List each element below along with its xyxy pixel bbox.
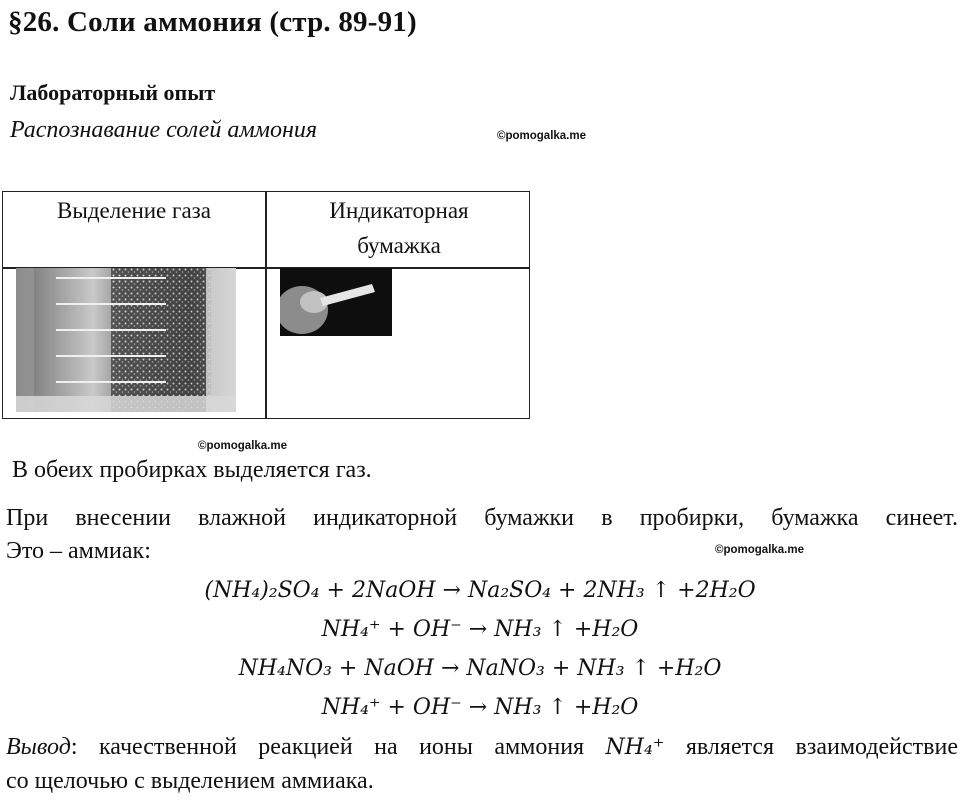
section-heading: Лабораторный опыт: [10, 80, 216, 105]
equation-1: (NH₄)₂SO₄ + 2NaOH → Na₂SO₄ + 2NH₃ ↑ +2H₂O: [204, 578, 756, 603]
conclusion-text-b: является взаимодействие: [664, 734, 958, 760]
conclusion: [6, 734, 958, 761]
watermark: ©pomogalka.me: [198, 440, 287, 452]
ammonia-text: Это – аммиак:: [6, 538, 151, 564]
section-subtitle: Распознавание солей аммония: [10, 117, 318, 143]
test-tube-photo: [16, 268, 236, 412]
ammonium-ion: NH₄⁺: [605, 735, 665, 760]
conclusion-label: Вывод: [6, 734, 71, 760]
observation-text: В обеих пробирках выделяется газ.: [12, 457, 372, 483]
table-divider: [265, 191, 267, 419]
equation-3: NH₄NO₃ + NaOH → NaNO₃ + NH₃ ↑ +H₂O: [238, 656, 722, 681]
indicator-paper-photo: [280, 268, 392, 336]
conclusion-text-a: : качественной реакцией на ионы аммония: [70, 734, 606, 760]
watermark: ©pomogalka.me: [715, 544, 804, 556]
conclusion-line2: со щелочью с выделением аммиака.: [6, 768, 374, 794]
table-header-gas: Выделение газа: [57, 198, 211, 223]
table-header-indicator-line2: бумажка: [357, 233, 441, 258]
page-title: §26. Соли аммония (стр. 89-91): [8, 6, 417, 38]
watermark: ©pomogalka.me: [497, 130, 586, 142]
equation-4: NH₄⁺ + OH⁻ → NH₃ ↑ +H₂O: [321, 695, 639, 720]
table-header-indicator: [268, 193, 530, 263]
table-header-indicator-line1: Индикаторная: [329, 198, 469, 223]
indicator-text: При внесении влажной индикаторной бумажки в пробирки, бумажка синеет.: [6, 505, 958, 531]
equation-2: NH₄⁺ + OH⁻ → NH₃ ↑ +H₂O: [321, 617, 639, 642]
